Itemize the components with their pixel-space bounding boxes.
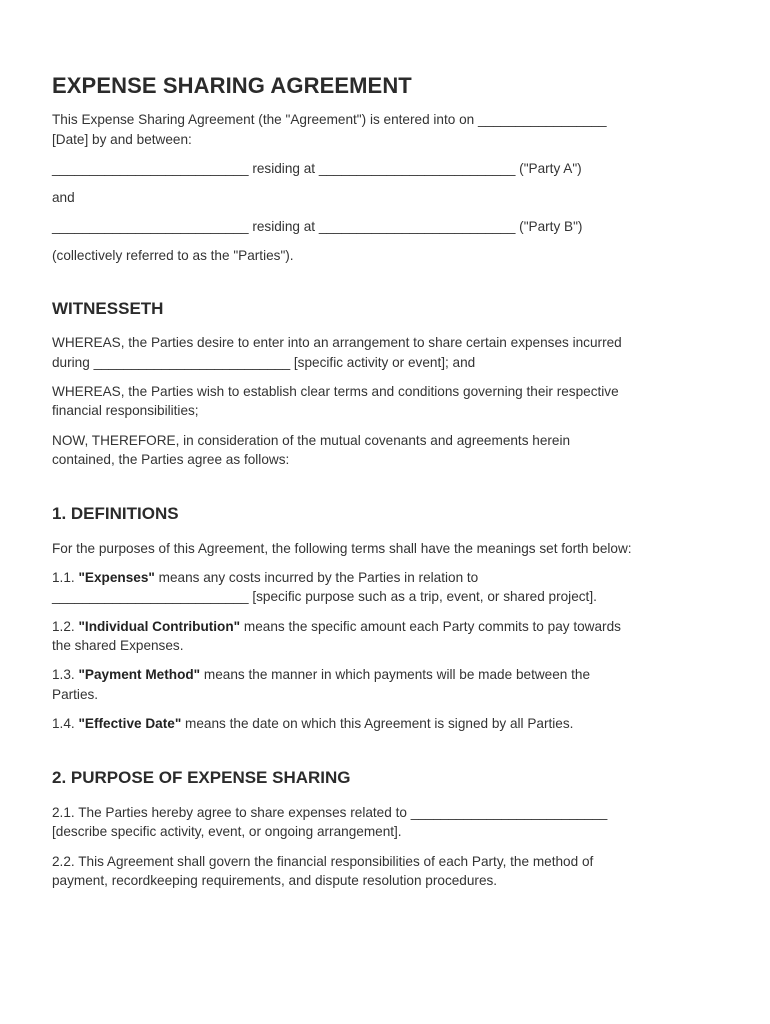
definition-num: 1.1.	[52, 569, 75, 585]
intro-line-2: [Date] by and between:	[52, 131, 192, 147]
whereas-2	[52, 382, 720, 421]
purpose-item	[52, 852, 720, 891]
definition-num: 1.2.	[52, 618, 75, 634]
intro-paragraph	[52, 110, 720, 149]
definition-term: "Individual Contribution"	[78, 618, 241, 634]
intro-line-1: This Expense Sharing Agreement (the "Agreement") is entered into on _________________	[52, 112, 607, 127]
definition-text: means the specific amount each Party commits to pay towards	[243, 618, 621, 634]
definition-item	[52, 617, 720, 656]
purpose-item	[52, 803, 720, 842]
witnesseth-heading: WITNESSETH	[52, 298, 164, 318]
whereas-1	[52, 333, 720, 372]
party-b-line: __________________________ residing at __________________________ ("Party B")	[52, 219, 583, 235]
definition-item	[52, 665, 720, 704]
definition-text: means the manner in which payments will be made between the	[203, 667, 591, 683]
collective-text: (collectively referred to as the "Parties").	[52, 248, 294, 264]
definition-term: "Effective Date"	[78, 716, 182, 732]
definition-text-line-2: __________________________ [specific purpose such as a trip, event, or shared project].	[52, 589, 597, 605]
whereas-2-line-2: financial responsibilities;	[52, 403, 199, 419]
document-title: EXPENSE SHARING AGREEMENT	[52, 73, 412, 98]
whereas-1-line-1: WHEREAS, the Parties desire to enter into an arrangement to share certain expenses incurred	[52, 334, 622, 350]
definition-term: "Expenses"	[78, 569, 155, 585]
purpose-heading: 2. PURPOSE OF EXPENSE SHARING	[52, 767, 351, 787]
purpose-item-line-2: payment, recordkeeping requirements, and dispute resolution procedures.	[52, 873, 498, 889]
purpose-item-line-2: [describe specific activity, event, or ongoing arrangement].	[52, 824, 402, 840]
definitions-heading: 1. DEFINITIONS	[52, 503, 179, 523]
definition-num: 1.3.	[52, 667, 75, 683]
purpose-item-line-1: 2.2. This Agreement shall govern the financial responsibilities of each Party, the method of	[52, 853, 594, 869]
purpose-item-line-1: 2.1. The Parties hereby agree to share expenses related to __________________________	[52, 804, 608, 820]
definitions-intro: For the purposes of this Agreement, the following terms shall have the meanings set forth below:	[52, 540, 632, 556]
definition-item	[52, 714, 720, 734]
and-text: and	[52, 189, 75, 205]
now-therefore	[52, 431, 720, 470]
definition-text: means any costs incurred by the Parties in relation to	[158, 569, 479, 585]
now-therefore-line-1: NOW, THEREFORE, in consideration of the mutual covenants and agreements herein	[52, 432, 571, 448]
whereas-1-line-2: during __________________________ [specific activity or event]; and	[52, 354, 476, 370]
whereas-2-line-1: WHEREAS, the Parties wish to establish clear terms and conditions governing their respective	[52, 383, 619, 399]
definition-text-line-2: Parties.	[52, 687, 99, 703]
party-a-line: __________________________ residing at __________________________ ("Party A")	[52, 160, 582, 176]
definition-num: 1.4.	[52, 716, 75, 732]
definition-text: means the date on which this Agreement is signed by all Parties.	[185, 716, 574, 732]
definition-term: "Payment Method"	[78, 667, 201, 683]
definition-item	[52, 568, 720, 607]
now-therefore-line-2: contained, the Parties agree as follows:	[52, 452, 290, 468]
definition-text-line-2: the shared Expenses.	[52, 638, 184, 654]
